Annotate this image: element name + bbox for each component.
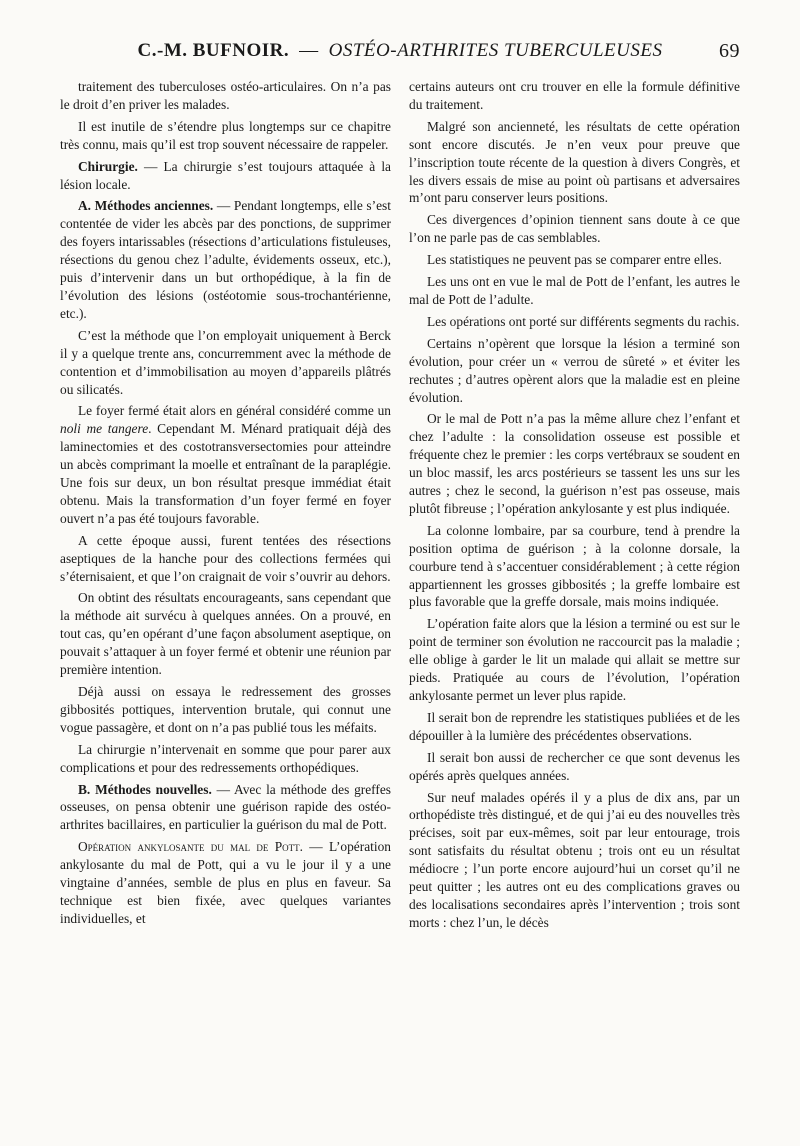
text-run: noli me tangere: [60, 421, 149, 437]
page-number: 69: [719, 40, 740, 62]
text-run: Déjà aussi on essaya le redressement des grosses gibbosités pottiques, intervention brutale, qui connut une vogue passagère, et dont on n’a pas publié tous les méfaits.: [60, 684, 391, 735]
text-run: Il serait bon aussi de rechercher ce que sont devenus les opérés après quelques années.: [409, 749, 740, 783]
paragraph: [60, 197, 391, 322]
text-run: — L’opération ankylosante du mal de Pott, qui a vu le jour il y a une vingtaine d’années, semble de plus en plus en faveur. Sa technique est bien fixée, avec quelques variantes individuelles, et: [60, 839, 391, 926]
text-run: Les statistiques ne peuvent pas se comparer entre elles.: [427, 252, 722, 268]
text-run: Les uns ont en vue le mal de Pott de l’enfant, les autres le mal de Pott de l’adulte.: [409, 274, 740, 307]
text-run: C’est la méthode que l’on employait uniquement à Berck il y a quelque trente ans, concurremment avec la méthode de contention et d’immobilisation au moyen d’appareils plâtrés ou silicatés.: [60, 327, 391, 397]
paragraph: [409, 118, 740, 208]
text-run: Ces divergences d’opinion tiennent sans doute à ce que l’on ne parle pas de cas semblables.: [409, 212, 740, 246]
text-run: — Pendant longtemps, elle s’est contentée de vider les abcès par des ponctions, de supprimer des foyers intarissables (résections d’articulations fistuleuses, résections du genou chez l’adulte, évidements osseux, etc.), puis d’intervenir dans un but orthopédique, à la fin de l’évolution des lésions (ostéotomie sous-trochantérienne, etc.).: [60, 198, 391, 321]
header-title: OSTÉO-ARTHRITES TUBERCULEUSES: [328, 40, 663, 61]
text-run: A. Méthodes anciennes.: [78, 198, 214, 214]
paragraph: [409, 789, 740, 932]
text-run: On obtint des résultats encourageants, sans cependant que la méthode ait survécu à quelques années. On a prouvé, en tout cas, qu’en opérant d’une façon absolument aseptique, on pouvait s’attaquer à un foyer fermé et obtenir une réunion par première intention.: [60, 590, 391, 678]
paragraph: [409, 251, 740, 269]
text-run: — La chirurgie s’est toujours attaquée à la lésion locale.: [60, 158, 391, 192]
text-columns: [60, 78, 740, 1118]
paragraph: [60, 118, 391, 154]
text-run: La chirurgie n’intervenait en somme que pour parer aux complications et pour des redressements orthopédiques.: [60, 741, 391, 775]
text-run: Le foyer fermé était alors en général considéré comme un: [78, 403, 391, 419]
header-dash: —: [299, 40, 319, 61]
paragraph: [60, 741, 391, 777]
text-run: certains auteurs ont cru trouver en elle la formule définitive du traitement.: [409, 79, 740, 112]
paragraph: [60, 589, 391, 679]
header-author: C.-M. BUFNOIR.: [137, 40, 290, 61]
text-run: — Avec la méthode des greffes osseuses, on pensa obtenir une guérison rapide des ostéo-arthrites bacillaires, en particulier la guérison du mal de Pott.: [60, 781, 391, 833]
text-run: Malgré son ancienneté, les résultats de cette opération sont encore discutés. Je n’en veux pour preuve que l’inscription toute récente de la question à divers Congrès, et les divers essais de mise au point où partisans et adversaires m’ont paru conserver leurs positions.: [409, 118, 740, 206]
paragraph: [60, 532, 391, 586]
paragraph: [409, 211, 740, 247]
paragraph: [409, 78, 740, 114]
paragraph: [409, 749, 740, 785]
paragraph: [409, 313, 740, 331]
right-column: [409, 78, 740, 1118]
left-column: [60, 78, 391, 1118]
text-run: B. Méthodes nouvelles.: [78, 781, 212, 797]
text-run: Il serait bon de reprendre les statistiques publiées et de les dépouiller à la lumière des précédentes observations.: [409, 709, 740, 743]
text-run: A cette époque aussi, furent tentées des résections aseptiques de la hanche pour des collections fermées qui s’éternisaient, et que l’on craignait de voir s’ouvrir au dehors.: [60, 532, 391, 584]
paragraph: [409, 410, 740, 517]
text-run: La colonne lombaire, par sa courbure, tend à prendre la position optima de guérison ; à la colonne dorsale, la courbure tend à s’accentuer considérablement ; à cette région appartiennent les grosses gibbosités ; la greffe lombaire est plus favorable que la greffe dorsale, mais moins indiquée.: [409, 522, 740, 610]
text-run: Les opérations ont porté sur différents segments du rachis.: [427, 313, 740, 329]
paragraph: [60, 402, 391, 527]
paragraph: [60, 838, 391, 928]
text-run: Opération ankylosante du mal de Pott.: [78, 839, 303, 855]
text-run: L’opération faite alors que la lésion a terminé ou est sur le point de terminer son évolution ne raccourcit pas la maladie ; elle oblige à garder le lit un malade qui allait se mettre sur pieds. Pratiquée au cours de l’évolution, l’opération ankylosante permet un lever plus rapide.: [409, 616, 740, 703]
paragraph: [60, 78, 391, 114]
paragraph: [60, 781, 391, 835]
paragraph: [409, 522, 740, 612]
text-run: Or le mal de Pott n’a pas la même allure chez l’enfant et chez l’adulte : la consolidation osseuse est possible et fréquente chez le premier : les corps vertébraux se soudent en un bloc massif, les arcs postérieurs se tassent les uns sur les autres ; chez le second, la guérison n’est pas osseuse, mais plutôt fibreuse ; l’opération ankylosante y est plus indiquée.: [409, 411, 740, 516]
text-run: Chirurgie.: [78, 158, 138, 174]
text-run: Sur neuf malades opérés il y a plus de dix ans, par un orthopédiste très distingué, et de qui j’ai eu des nouvelles très précises, soit par eux-mêmes, soit par leur entourage, trois sont satisfaits du résultat obtenu ; trois ont eu un résultat médiocre ; l’un porte encore aujourd’hui un corset qu’il ne peut quitter ; les autres ont eu des complications graves ou des localisations secondaires après l’intervention ; trois sont morts : chez l’un, le décès: [409, 789, 740, 930]
paragraph: [409, 335, 740, 407]
text-run: traitement des tuberculoses ostéo-articulaires. On n’a pas le droit d’en priver les malades.: [60, 79, 391, 112]
paragraph: [60, 683, 391, 737]
paragraph: [409, 615, 740, 705]
running-header: [60, 40, 740, 72]
paragraph: [60, 327, 391, 399]
text-run: . Cependant M. Ménard pratiquait déjà des laminectomies et des costotransversectomies pour atteindre un abcès comprimant la moelle et entraînant de la paraplégie. Une fois sur deux, un bon résultat presque immédiat était obtenu. Mais la transformation d’un foyer fermé en foyer ouvert n’a pas été toujours favorable.: [60, 421, 391, 526]
text-run: Il est inutile de s’étendre plus longtemps sur ce chapitre très connu, mais qu’il est trop souvent nécessaire de rappeler.: [60, 118, 391, 152]
paragraph: [60, 158, 391, 194]
paragraph: [409, 273, 740, 309]
text-run: Certains n’opèrent que lorsque la lésion a terminé son évolution, pour créer un « verrou de sûreté » et éviter les rechutes ; d’autres opèrent alors que la maladie est en pleine évolution.: [409, 335, 740, 405]
paragraph: [409, 709, 740, 745]
